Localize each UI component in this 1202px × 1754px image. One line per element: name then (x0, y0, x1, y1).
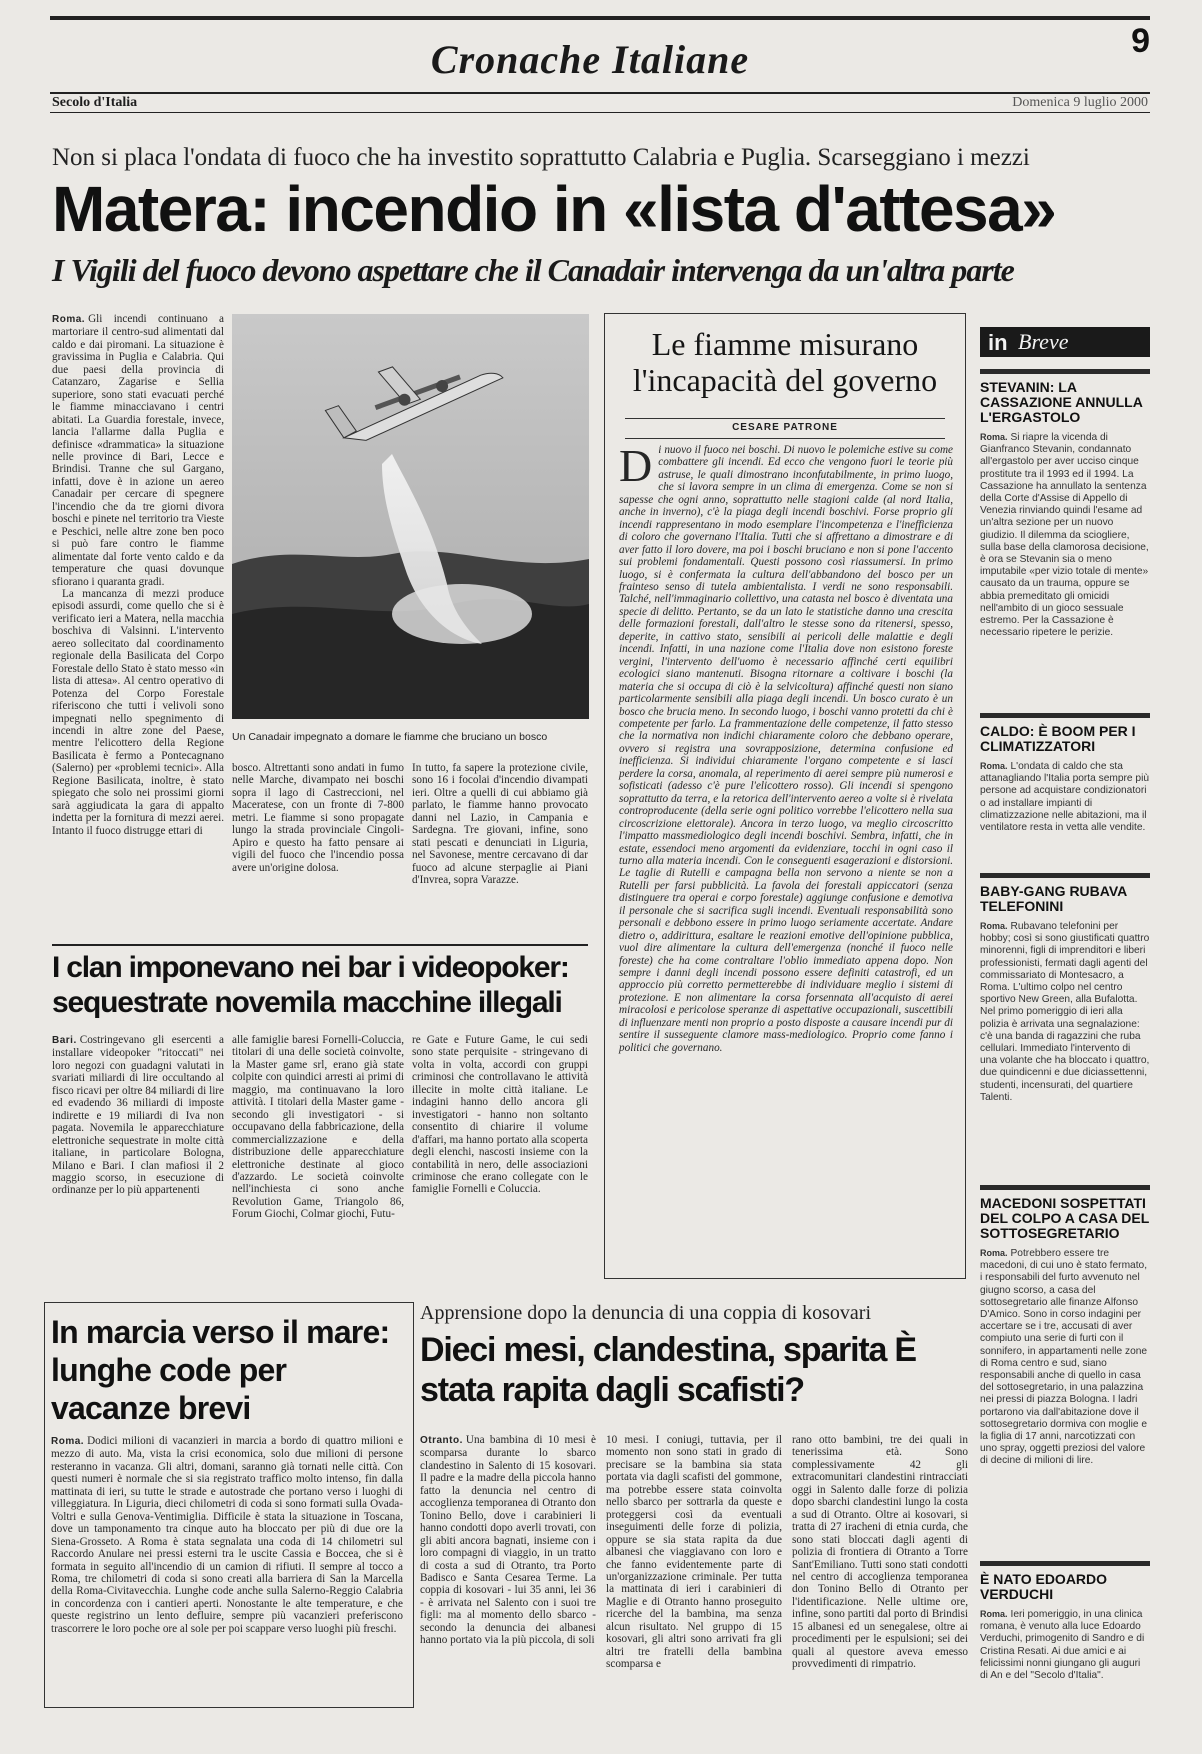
breve-bar (980, 873, 1150, 878)
breve-lead: Roma. (980, 761, 1008, 771)
breve-bar (980, 1561, 1150, 1566)
breve-title: È NATO EDOARDO VERDUCHI (980, 1571, 1108, 1602)
migrant-col2-text: 10 mesi. I coniugi, tuttavia, per il momento non sono stati in grado di precisare se la bambina sia stata portata via dagli scafisti del gommone, ma potrebbe essere stata coinvolta nello sbarco per sottrarla da queste e proteggersi così da eventuali inseguimenti delle forze di polizia, oppure se sia stata rapita da due albanesi che viaggiavano con loro e che fanno evidentemente parte di un'organizzazione criminale. Per tutta la mattinata di ieri i carabinieri di Maglie e di Otranto hanno proseguito ricerche del la bambina, ma senza alcun risultato. Nel gruppo di 15 kosovari, gli altri sono arrivati fra gli altri tre fratelli della bambina scomparsa e (606, 1434, 782, 1671)
traffic-story-body (51, 1435, 403, 1699)
clan-top-rule (52, 944, 588, 946)
paper-name: Secolo d'Italia (52, 95, 138, 110)
main-col3-text: In tutto, fa sapere la protezione civile, sono 16 i focolai d'incendio divampati ieri. Oltre a quelli di cui abbiamo già parlato, le fiamme hanno provocato danni nel Lazio, in Campania e Sardegna. Tre giovani, infine, sono stati pescati e denunciati in Liguria, nel Savonese, mentre cercavano di dar fuoco ad alcune sterpaglie ai Piani d'Invrea, sopra Varazze. (412, 762, 588, 887)
clan-col1-text: Costringevano gli esercenti a installare videopoker "ritoccati" nei loro negozi con guadagni valutati in svariati miliardi di lire occultando al fisco ricavi per oltre 84 miliardi di lire ed evadendo 36 miliardi di imposte indirette e 19 miliardi di Iva non pagata. Novemila le apparecchiature elettroniche sequestrate in molte città italiane, in particolare Bologna, Milano e Bari. I clan mafiosi il 2 maggio scorso, in esecuzione di ordinanze per lo più appartenenti (52, 1034, 224, 1197)
migrant-col3-text: rano otto bambini, tre dei quali in tenerissima età. Sono complessivamente 42 gli extracomunitari clandestini rintracciati oggi in Salento dalle forze di polizia dopo sbarchi clandestini lungo la costa a sud di Otranto. Oltre ai kosovari, si tratta di 27 iracheni di etnia curda, che sono stati bloccati dagli agenti di polizia di frontiera di Otranto a Torre Sant'Emiliano. Tutti sono stati condotti nel centro di accoglienza temporanea don Tonino Bello di Otranto per l'identificazione. Nelle ultime ore, infine, sono partiti dal porto di Brindisi 15 albanesi ed un senegalese, oltre ai procedimenti per le espulsioni; sei dei quali al questore aveva emesso provvedimenti di rimpatrio. (792, 1434, 968, 1671)
migrant-kicker: Apprensione dopo la denuncia di una coppia di kosovari (420, 1302, 871, 1324)
clan-col2-text: alle famiglie baresi Fornelli-Coluccia, titolari di una delle società coinvolte, la Master game srl, erano già state colpite con quindici arresti ai primi di maggio, ma continuavano la loro attività. I titolari della Master game - secondo gli investigatori - si occupavano della fabbricazione, della commercializzazione e della distribuzione delle apparecchiature elettroniche destinate al gioco d'azzardo. Le società coinvolte nell'inchiesta ci sono anche Revolution Game, Triangolo 86, Forum Giochi, Colmar giochi, Futu- (232, 1034, 404, 1221)
traffic-dateline: Roma. (51, 1436, 85, 1447)
editorial-box (604, 313, 966, 1279)
clan-headline: I clan imponevano nei bar i videopoker: sequestrate novemila macchine illegali (52, 951, 569, 1019)
breve-body (980, 1247, 1150, 1468)
breve-body (980, 760, 1150, 834)
in-breve-prefix: in (988, 330, 1008, 355)
issue-date: Domenica 9 luglio 2000 (1012, 95, 1148, 110)
breve-text: Rubavano telefonini per hobby; così si sono giustificati quattro minorenni, figli di imprenditori e liberi professionisti, fermati dagli agenti del commissariato di Montesacro, a Roma. L'ultimo colpo nel centro sportivo New Green, alla Bufalotta. Nel primo pomeriggio di ieri alla polizia è arrivata una segnalazione: c'è una banda di ragazzini che ruba cellulari. Immediato l'intervento di una volante che ha bloccato i quattro, due quindicenni e due diciassettenni, studenti, incensurati, del quartiere Talenti. (980, 921, 1150, 1103)
main-headline: Matera: incendio in «lista d'attesa» (52, 173, 1056, 245)
migrant-story-col1 (420, 1434, 596, 1708)
migrant-story-col3 (792, 1434, 968, 1708)
masthead-rule (50, 92, 1150, 94)
breve-item-caldo (980, 713, 1150, 834)
in-breve-title: Breve (1018, 329, 1069, 354)
masthead-subrule (50, 112, 1150, 113)
clan-col3-text: re Gate e Future Game, le cui sedi sono state perquisite - stringevano di volta in volta, accordi con gruppi criminosi che controllavano le attività illecite in molte città italiane. Le indagini hanno dello ancora gli investigatori - hanno non soltanto consentito di chiarire il volume d'affari, ma hanno portato alla scoperta degli elenchi, nascosti insieme con la contabilità in nero, delle associazioni criminose che erano collegate con le famiglie Fornelli e Coluccia. (412, 1034, 588, 1196)
breve-item-verduchi (980, 1561, 1150, 1682)
breve-bar (980, 369, 1150, 374)
breve-body (980, 431, 1150, 639)
breve-title: BABY-GANG RUBAVA TELEFONINI (980, 883, 1127, 914)
editorial-text: i nuovo il fuoco nei boschi. Di nuovo le polemiche estive su come combattere gli incendi. Ed ecco che vengono fuori le teorie più astruse, le quali dimostrano inconfutabilmente, in primo luogo, che si lavora sempre in un clima di emergenza. Come se non si sapesse che ogni anno, soprattutto nelle stagioni calde (al nord Italia, anche in inverno), c'è la piaga degli incendi boschivi. Forse proprio gli incendi rappresentano in modo esemplare l'incompetenza e l'inefficienza di coloro che governano l'Italia. Tutti che si affrettano a dimostrare e di aver fatto il loro dovere, ma poi i boschi bruciano e non si pone l'accento sui problemi fondamentali. Questi possono così riassumersi. In primo luogo, si è confermata la cultura dell'abbandono del bosco per un frainteso senso di tutela ambientalista. I verdi ne sono responsabili. Talché, nell'immaginario collettivo, una catasta nel bosco è diventata una specie di delitto. Pertanto, se da un lato le statistiche danno una crescita delle formazioni forestali, dall'altro le stesse sono da ritenersi, spesso, deperite, in cattivo stato, sensibili ai pericoli delle malattie e degli incendi. Infatti, in una nazione come l'Italia dove non esistono foreste vergini, l'intervento dell'uomo è necessario affinché certi equilibri ecologici siano mantenuti. Bisogna ritornare a coltivare i boschi (la materia che si occupa di ciò è la selvicoltura) affinché questi non siano particolarmente sensibili alla piaga degli incendi. Un bosco curato è un bosco che brucia meno. In secondo luogo, i boschi vanno protetti da chi è competente per farlo. La frammentazione delle competenze, il fatto stesso che la normativa non indichi chiaramente coloro che debbano operare, ovvero si registra una sovrapposizione, determina confusione ed inefficienza. Si individui chiaramente l'organo competente e si lasci perdere la corsa, anomala, al reperimento di aerei sempre più numerosi e sofisticati (adesso c'è pure l'elicottero rosso). Gli incendi si spengono soprattutto da terra, e la retorica dell'intervento aereo a volte si è rivelata controproducente (della serie ogni politico vorrebbe l'elicottero nella sua circoscrizione elettorale). Ancora in terzo luogo, va meglio circoscritto l'impatto massmediologico degli incendi boschivi. Sembra, infatti, che in estate, essendoci meno argomenti da evidenziare, tocchi in ogni caso il turno alla materia incendi. Con le conseguenti esagerazioni e distorsioni. Le taglie di Rutelli e campagna bella non servono a niente se non a Rutelli per farsi pubblicità. La favola dei forestali appiccatori (senza distinguere tra operai e corpo forestale) aggiunge confusione e demotiva il personale che si sacrifica sugli incendi. Eventuali responsabilità sono personali e debbono essere in primo luogo seriamente accertate. Andare dietro o, addirittura, esaltare le reazioni emotive dell'opinione pubblica, vuol dire alimentare la cultura dell'emergenza (nonché il fuoco nelle foreste) che ha come contraltare l'oblio immediato appena dopo. Non sempre i danni degli incendi possono essere definiti catastrofi, ed un approccio più corretto permetterebbe di individuare meglio i sistemi di protezione. E non alimentare la corsa forsennata all'acquisto di aerei miracolosi e pericolose speranze di aspettative occupazionali, suscettibili di influenzare menti non proprio a posto disposte a causare incendi pur di sentire il susseguente clamore mass-mediologico. Proprio come fanno i politici che governano. (619, 444, 953, 1054)
breve-lead: Roma. (980, 432, 1008, 442)
main-kicker: Non si placa l'ondata di fuoco che ha investito soprattutto Calabria e Puglia. Scarseggiano i mezzi (52, 144, 1030, 171)
section-title: Cronache Italiane (430, 37, 750, 82)
main-story-col1 (52, 313, 224, 837)
editorial-title-rule (625, 418, 945, 419)
canadair-photo (232, 314, 589, 719)
breve-title: MACEDONI SOSPETTATI DEL COLPO A CASA DEL SOTTOSEGRETARIO (980, 1195, 1150, 1241)
main-dateline: Roma. (52, 314, 86, 325)
breve-text: Potrebbero essere tre macedoni, di cui uno è stato fermato, i responsabili del furto avvenuto nel giugno scorso, a casa del sottosegretario alle finanze Alfonso D'Amico. Sono in corso indagini per accertare se i tre, accusati di aver compiuto una serie di furti con il sonnifero, in appartamenti nelle zone di Roma centro e sud, siano responsabili anche di quello in casa del sottosegretario, in una palazzina nei pressi di piazza Bologna. I ladri portarono via dall'abitazione dove il sottosegretario dormiva con moglie e la figlia di 17 anni, narcotizzati con uno spray, oggetti preziosi del valore di decine di milioni di lire. (980, 1248, 1148, 1467)
main-story-col3 (412, 762, 588, 942)
editorial-body (619, 440, 953, 1270)
canadair-photo-drawing (232, 314, 589, 719)
breve-lead: Roma. (980, 921, 1008, 931)
breve-text: Ieri pomeriggio, in una clinica romana, è venuto alla luce Edoardo Verduchi, primogenito di Sandro e di Cristina Resati. Ai due amici e ai felicissimi nonni giungano gli auguri di An e del "Secolo d'Italia". (980, 1609, 1145, 1682)
main-col1b-text: La mancanza di mezzi produce episodi assurdi, come quello che si è verificato ieri a Matera, nella macchia boschiva di Valsinni. L'intervento aereo sollecitato dal coordinamento regionale della Basilicata del Corpo Forestale dello Stato è stato messo «in lista di attesa». Al centro operativo di Potenza del Corpo Forestale riferiscono che tutti i velivoli sono impegnati nello spegnimento di incendi in altre zone del Paese, mentre l'elicottero della Regione Basilicata è fermo a Pontecagnano (Salerno) per «problemi tecnici». Alla Regione Basilicata, inoltre, è stato spiegato che solo nei prossimi giorni sarà aggiudicata la gara di appalto indetta per la fornitura di mezzi aerei. Intanto il fuoco distrugge ettari di (52, 587, 224, 837)
breve-title: STEVANIN: LA CASSAZIONE ANNULLA L'ERGASTOLO (980, 379, 1143, 425)
traffic-headline: In marcia verso il mare: lunghe code per vacanze brevi (51, 1314, 390, 1426)
main-story-col2 (232, 762, 404, 942)
main-col1-text: Gli incendi continuano a martoriare il centro-sud alimentati dal caldo e dai piromani. La situazione è gravissima in Puglia e Calabria. Qui due paesi della provincia di Catanzaro, Zagarise e Sellia superiore, sono stati evacuati perché le fiamme minacciavano i centri abitati. La Guardia forestale, invece, lancia l'allarme dalla Puglia e definisce «drammatica» la situazione nelle province di Bari, Lecce e Brindisi. Tranne che sul Gargano, infatti, dove è in azione un aereo Canadair per cercare di spegnere l'incendio che da tre giorni divora boschi e pinete nel territorio tra Vieste e Peschici, nelle altre zone ben poco si può fare contro le fiamme alimentate dal forte vento caldo e da temperature che quasi dovunque sfiorano i quaranta gradi. (52, 313, 224, 588)
breve-title: CALDO: È BOOM PER I CLIMATIZZATORI (980, 723, 1136, 754)
clan-story-col2 (232, 1034, 404, 1274)
breve-lead: Roma. (980, 1248, 1008, 1258)
main-col2-text: bosco. Altrettanti sono andati in fumo nelle Marche, divampato nei boschi sopra il lago di Castreccioni, nel Maceratese, con un fronte di 7-800 metri. Le fiamme si sono propagate lungo la strada provinciale Cingoli-Apiro e questo ha fatto pensare ai vigili del fuoco che l'incendio possa avere un'origine dolosa. (232, 762, 404, 874)
clan-story-col3 (412, 1034, 588, 1274)
breve-text: L'ondata di caldo che sta attanagliando l'Italia porta sempre più persone ad acquistare condizionatori o ad installare impianti di climatizzazione nelle abitazioni, ma il ventilatore resta in vetta alle vendite. (980, 761, 1150, 834)
traffic-story-box (44, 1302, 414, 1708)
migrant-dateline: Otranto. (420, 1435, 463, 1446)
breve-body (980, 920, 1150, 1104)
breve-lead: Roma. (980, 1609, 1008, 1619)
breve-item-macedoni (980, 1185, 1150, 1468)
breve-item-stevanin (980, 369, 1150, 639)
main-subheadline: I Vigili del fuoco devono aspettare che il Canadair intervenga da un'altra parte (52, 252, 1014, 288)
breve-body (980, 1608, 1150, 1682)
in-breve-header (980, 327, 1150, 357)
traffic-text: Dodici milioni di vacanzieri in marcia a bordo di quattro milioni e mezzo di auto. Ma, vista la crisi economica, solo due milioni di persone resteranno in vacanza. Gli altri, domani, saranno già tornati nelle città. Con questi numeri è normale che si sia registrato traffico molto intenso, fin dalla mattinata di ieri, su tutte le strade e autostrade che portano verso i luoghi di villeggiatura. In Liguria, dieci chilometri di coda si sono formati sulla Ovada-Voltri e sulla Genova-Ventimiglia. Difficile è stata la situazione in Toscana, dove un tamponamento tra cinque auto ha bloccato per più di due ore la Siena-Grosseto. A Roma è stata segnalata una coda di 14 chilometri sul Raccordo Anulare nei pressi esterni tra le uscite Cassia e Boccea, che si è formata in seguito all'incendio di un camion di rifiuti. Il sempre al tocco a Roma, tre chilometri di coda si sono creati alla barriera di San la Marcella della Roma-Civitavecchia. Lunghe code anche sulla Salerno-Reggio Calabria in concordenza con i cantieri aperti. Nonostante le alte temperature, e che queste registrino un lento defluire, sempre più vacanzieri preferiscono trascorrere le loro poche ore al sole per poi scappare verso luoghi più freschi. (51, 1435, 403, 1635)
in-breve-sidebar (980, 313, 1150, 1733)
migrant-story-col2 (606, 1434, 782, 1708)
migrant-col1-text: Una bambina di 10 mesi è scomparsa durante lo sbarco clandestino in Salento di 15 kosovari. Il padre e la madre della piccola hanno fatto la denuncia nel centro di accoglienza temporanea di Otranto don Tonino Bello, dove i carabinieri li hanno condotti dopo averli trovati, con gli abiti ancora bagnati, insieme con i loro compagni di viaggio, in un tratto di costa a sud di Otranto, tra Porto Badisco e Santa Cesarea Terme. La coppia di kosovari - lui 35 anni, lei 36 - è arrivata nel Salento con i suoi tre figli: ma al momento dello sbarco - secondo la denuncia dei albanesi hanno portato via la più piccola, di soli (420, 1434, 596, 1647)
breve-bar (980, 713, 1150, 718)
clan-dateline: Bari. (52, 1035, 77, 1046)
breve-bar (980, 1185, 1150, 1190)
editorial-author-rule (625, 438, 945, 439)
editorial-author: CESARE PATRONE (732, 422, 838, 433)
breve-text: Si riapre la vicenda di Gianfranco Stevanin, condannato all'ergastolo per aver ucciso cinque prostitute tra il 1993 ed il 1994. La Cassazione ha annullato la sentenza della Corte d'Assise di Appello di Venezia rinviando quindi l'esame ad un'altra sezione per un nuovo giudizio. Il dilemma da sciogliere, sulla base della clamorosa decisione, è ora se Stevanin sia o meno imputabile «per vizio totale di mente» causato da un trauma, oppure se abbia premeditato gli omicidi nell'ambito di un gioco sessuale estremo. Per la Cassazione è necessario ripetere le perizie. (980, 432, 1149, 639)
photo-caption: Un Canadair impegnato a domare le fiamme che bruciano un bosco (232, 731, 548, 743)
editorial-title: Le fiamme misurano l'incapacità del governo (632, 326, 938, 398)
breve-item-baby-gang (980, 873, 1150, 1104)
page-number: 9 (1131, 22, 1150, 60)
top-rule (50, 16, 1150, 20)
editorial-dropcap: D (619, 440, 653, 491)
clan-story-col1 (52, 1034, 224, 1274)
migrant-headline: Dieci mesi, clandestina, sparita È stata rapita dagli scafisti? (420, 1331, 916, 1409)
